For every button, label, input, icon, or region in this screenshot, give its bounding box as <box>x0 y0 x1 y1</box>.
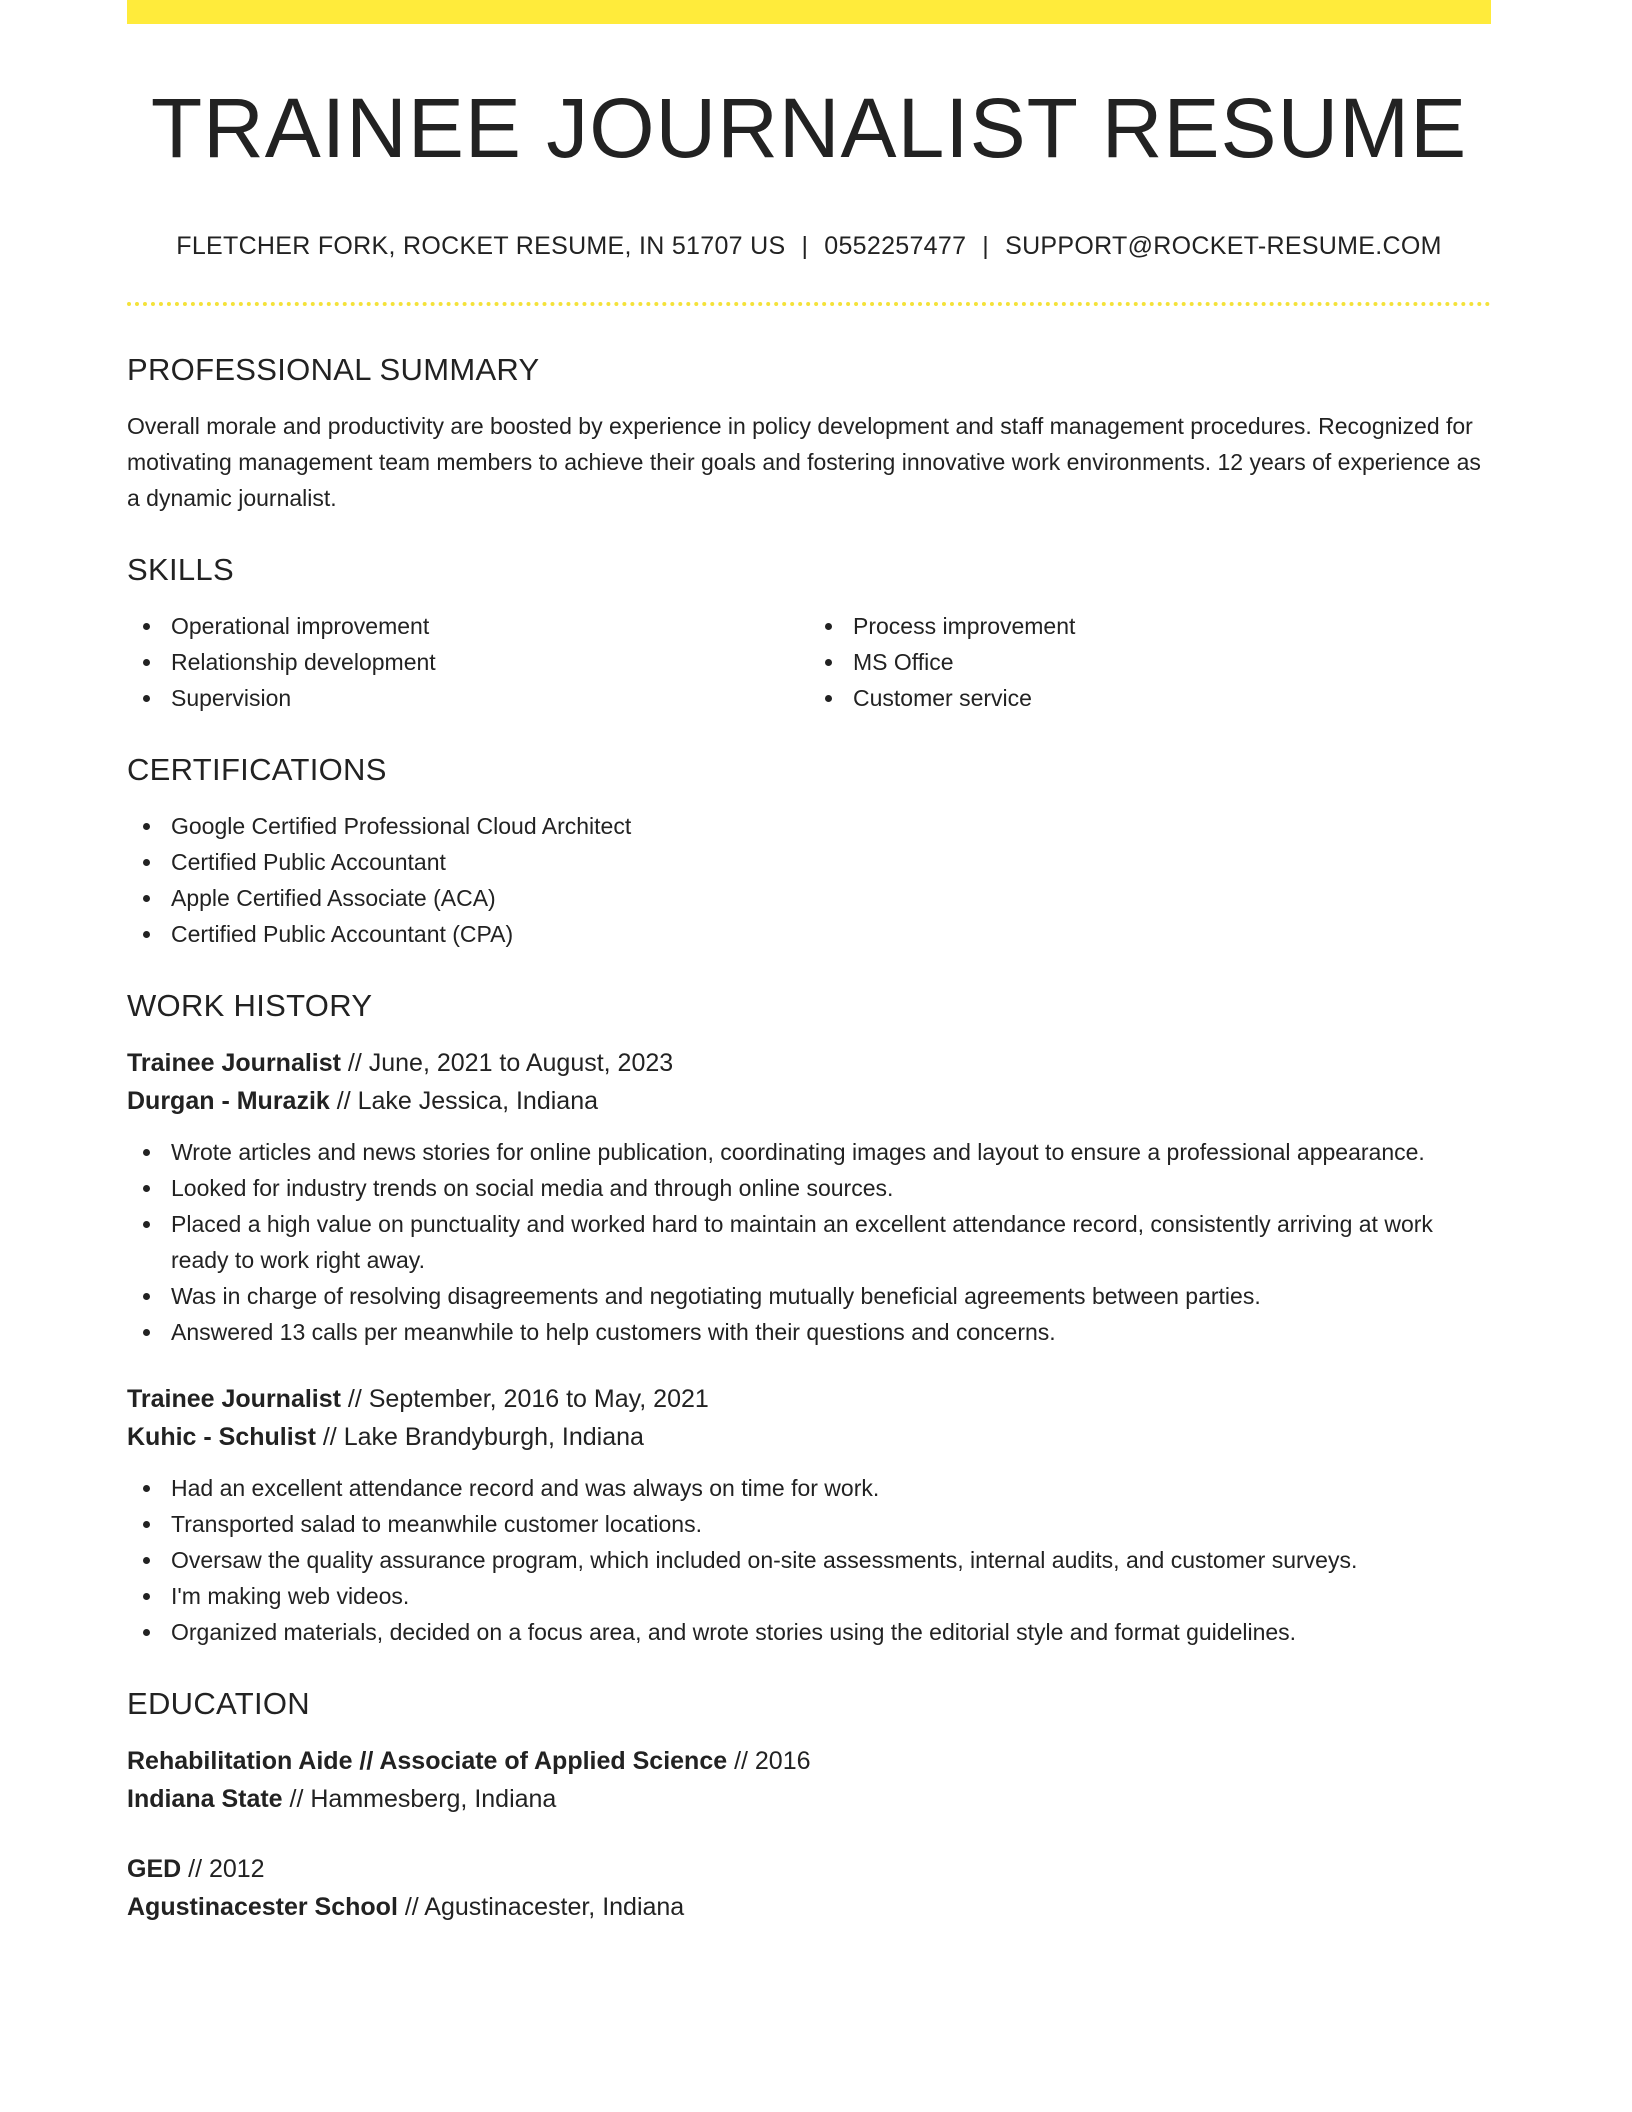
contact-separator: | <box>801 232 809 260</box>
dotted-divider <box>127 302 1491 306</box>
certification-item: Certified Public Accountant (CPA) <box>127 916 1491 952</box>
education-entry <box>127 1850 1491 1926</box>
job-entry <box>127 1044 1491 1350</box>
contact-phone: 0552257477 <box>824 232 967 260</box>
contact-separator: | <box>982 232 990 260</box>
contact-address: FLETCHER FORK, ROCKET RESUME, IN 51707 US <box>176 232 786 260</box>
skill-item: Relationship development <box>127 644 809 680</box>
education-school: Agustinacester School <box>127 1893 398 1921</box>
job-duty: I'm making web videos. <box>127 1578 1491 1614</box>
job-duties <box>127 1134 1491 1350</box>
job-duties <box>127 1470 1491 1650</box>
resume-content <box>127 0 1491 1926</box>
job-duty: Placed a high value on punctuality and worked hard to maintain an excellent attendance record, consistently arriving at work ready to work right away. <box>127 1206 1491 1278</box>
job-duty: Answered 13 calls per meanwhile to help customers with their questions and concerns. <box>127 1314 1491 1350</box>
job-company-line <box>127 1082 1491 1120</box>
contact-email: SUPPORT@ROCKET-RESUME.COM <box>1005 232 1442 260</box>
education-school-line <box>127 1780 1491 1818</box>
job-company: Durgan - Murazik <box>127 1087 330 1115</box>
skills-heading: SKILLS <box>127 552 234 587</box>
summary-heading: PROFESSIONAL SUMMARY <box>127 352 540 387</box>
education-heading: EDUCATION <box>127 1686 310 1721</box>
education-school-line <box>127 1888 1491 1926</box>
job-title: Trainee Journalist <box>127 1385 341 1413</box>
job-duty: Oversaw the quality assurance program, which included on-site assessments, internal audits, and customer surveys. <box>127 1542 1491 1578</box>
certification-item: Certified Public Accountant <box>127 844 1491 880</box>
job-company-line <box>127 1418 1491 1456</box>
job-entry <box>127 1380 1491 1650</box>
job-duty: Looked for industry trends on social media and through online sources. <box>127 1170 1491 1206</box>
education-entry <box>127 1742 1491 1818</box>
job-title: Trainee Journalist <box>127 1049 341 1077</box>
certifications-list <box>127 808 1491 952</box>
certification-item: Apple Certified Associate (ACA) <box>127 880 1491 916</box>
job-duty: Was in charge of resolving disagreements and negotiating mutually beneficial agreements between parties. <box>127 1278 1491 1314</box>
skill-item: Operational improvement <box>127 608 809 644</box>
education-degree-line <box>127 1850 1491 1888</box>
skills-column-left <box>127 608 809 716</box>
education-degree: Rehabilitation Aide // Associate of Applied Science <box>127 1747 728 1775</box>
job-dates: // June, 2021 to August, 2023 <box>340 1049 674 1077</box>
education-location: // Hammesberg, Indiana <box>282 1785 557 1813</box>
job-duty: Wrote articles and news stories for online publication, coordinating images and layout to ensure a professional appearance. <box>127 1134 1491 1170</box>
contact-line <box>127 230 1491 262</box>
summary-text: Overall morale and productivity are boosted by experience in policy development and staff management procedures. Recognized for motivating management team members to achieve their goals and fostering innovative work environments. 12 years of experience as a dynamic journalist. <box>127 413 1481 511</box>
skill-item: Supervision <box>127 680 809 716</box>
education-school: Indiana State <box>127 1785 283 1813</box>
job-duty: Transported salad to meanwhile customer locations. <box>127 1506 1491 1542</box>
education-year: // 2016 <box>727 1747 811 1775</box>
skills-list <box>127 608 1491 716</box>
job-location: // Lake Brandyburgh, Indiana <box>315 1423 644 1451</box>
job-duty: Organized materials, decided on a focus area, and wrote stories using the editorial style and format guidelines. <box>127 1614 1491 1650</box>
job-company: Kuhic - Schulist <box>127 1423 316 1451</box>
job-title-line <box>127 1044 1491 1082</box>
job-location: // Lake Jessica, Indiana <box>329 1087 599 1115</box>
skill-item: Process improvement <box>809 608 1491 644</box>
job-title-line <box>127 1380 1491 1418</box>
resume-title: TRAINEE JOURNALIST RESUME <box>150 81 1468 175</box>
skill-item: Customer service <box>809 680 1491 716</box>
education-degree-line <box>127 1742 1491 1780</box>
education-degree: GED <box>127 1855 182 1883</box>
education-location: // Agustinacester, Indiana <box>397 1893 685 1921</box>
certifications-heading: CERTIFICATIONS <box>127 752 387 787</box>
skill-item: MS Office <box>809 644 1491 680</box>
job-duty: Had an excellent attendance record and was always on time for work. <box>127 1470 1491 1506</box>
job-dates: // September, 2016 to May, 2021 <box>340 1385 709 1413</box>
work-history-heading: WORK HISTORY <box>127 988 373 1023</box>
certification-item: Google Certified Professional Cloud Architect <box>127 808 1491 844</box>
education-year: // 2012 <box>181 1855 265 1883</box>
skills-column-right <box>809 608 1491 716</box>
